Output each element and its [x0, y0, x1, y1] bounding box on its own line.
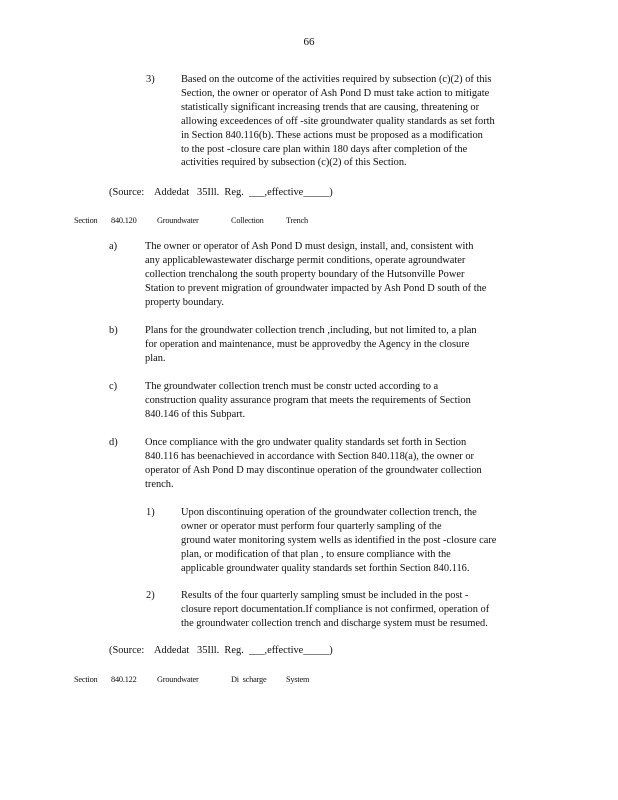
subsection-d1-label: 1): [146, 507, 155, 518]
source-note-2: (Source: Addedat 35Ill. Reg. ___,effective_____): [109, 645, 333, 656]
page-number: 66: [303, 36, 315, 48]
section-number: 840.122: [111, 675, 137, 684]
subsection-b-label: b): [109, 325, 118, 336]
item-3-label: 3): [146, 74, 155, 85]
subsection-c-label: c): [109, 381, 118, 392]
section-title-part-1: Groundwater: [157, 216, 199, 225]
subsection-d1-text: Upon discontinuing operation of the groundwater collection trench, the owner or operator must perform four quarterly sampling of the ground water monitoring system wells as identified in the post -closure care plan, or modification of that plan , to ensure compliance with the applicable groundwater quality standards set forthin Section 840.116.: [181, 507, 497, 574]
section-word: Section: [74, 675, 98, 684]
section-title-part-2: Collection: [231, 216, 264, 225]
source-note-1: (Source: Addedat 35Ill. Reg. ___,effective_____): [109, 187, 333, 198]
item-3-text: Based on the outcome of the activities required by subsection (c)(2) of this Section, the owner or operator of Ash Pond D must take action to mitigate statistically significant increasing trends that are causing, threatening or allowing exceedences of off -site groundwater quality standards as set forth in Section 840.116(b). These actions must be proposed as a modification to the post -closure care plan within 180 days after completion of the activities required by subsection (c)(2) of this Section.: [181, 74, 495, 169]
section-title-part-1: Groundwater: [157, 675, 199, 684]
section-title-part-3: System: [286, 675, 310, 684]
section-840-120-heading: [74, 214, 308, 228]
subsection-c-text: The groundwater collection trench must be constr ucted according to a construction quality assurance program that meets the requirements of Section 840.146 of this Subpart.: [145, 381, 471, 420]
subsection-a-label: a): [109, 241, 118, 252]
subsection-d2-label: 2): [146, 590, 155, 601]
section-title-part-2: Di scharge: [231, 675, 267, 684]
subsection-d2-text: Results of the four quarterly sampling smust be included in the post - closure report documentation.If compliance is not confirmed, operation of the groundwater collection trench and discharge system must be resumed.: [181, 590, 490, 629]
section-840-122-heading: [74, 673, 309, 687]
subsection-a-text: The owner or operator of Ash Pond D must design, install, and, consistent with any applicablewastewater discharge permit conditions, operate agroundwater collection trenchalong the south property boundary of the Hutsonville Power Station to prevent migration of groundwater impacted by Ash Pond D south of the property boundary.: [145, 241, 487, 308]
subsection-d-label: d): [109, 437, 118, 448]
section-word: Section: [74, 216, 98, 225]
section-number: 840.120: [111, 216, 137, 225]
subsection-b-text: Plans for the groundwater collection trench ,including, but not limited to, a plan for operation and maintenance, must be approvedby the Agency in the closure plan.: [145, 325, 477, 364]
section-title-part-3: Trench: [286, 216, 309, 225]
subsection-d-text: Once compliance with the gro undwater quality standards set forth in Section 840.116 has beenachieved in accordance with Section 840.118(a), the owner or operator of Ash Pond D may discontinue operation of the groundwater collection trench.: [145, 437, 482, 490]
